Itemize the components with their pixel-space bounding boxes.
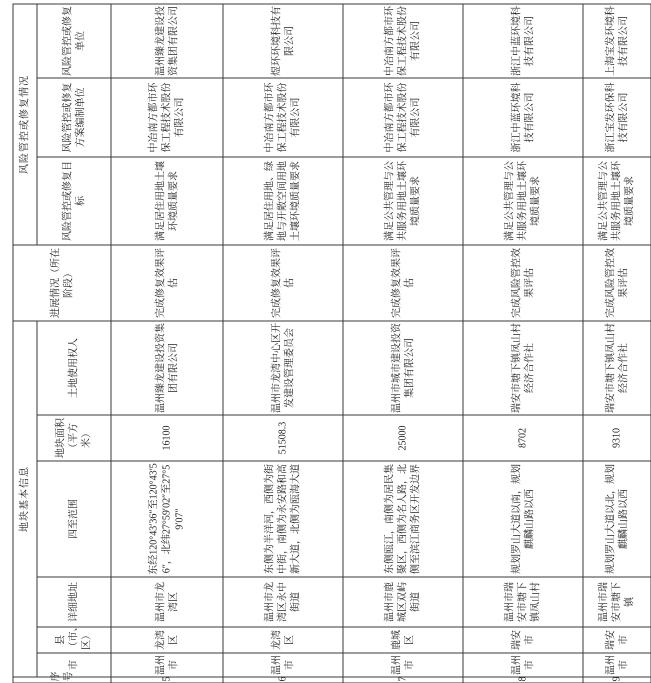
cell-plan-unit: 中冶南方都市环保工程技术股份有限公司 (343, 78, 463, 157)
cell-city: 温州市 (583, 653, 651, 677)
cell-county: 鹿城区 (343, 627, 463, 653)
table-row (463, 4, 583, 683)
cell-area: 16100 (111, 415, 223, 461)
cell-progress: 完成修复效果评估 (223, 245, 343, 321)
cell-area: 51508.3 (223, 415, 343, 461)
sub-header-row (37, 4, 111, 683)
header-address: 详细地址 (37, 577, 111, 627)
cell-plan-unit: 中冶南方都市环保工程技术股份有限公司 (223, 78, 343, 157)
land-parcel-table (12, 3, 651, 683)
cell-area: 25000 (343, 415, 463, 461)
cell-progress: 完成风险管控效果评估 (583, 245, 651, 321)
table-row (343, 4, 463, 683)
cell-county: 瑞安市 (463, 627, 583, 653)
header-county: 县（市、区） (37, 627, 111, 653)
cell-index: 9 (583, 677, 651, 683)
cell-plan-unit: 中冶南方都市环保工程技术股份有限公司 (111, 78, 223, 157)
cell-area: 8702 (463, 415, 583, 461)
header-target: 风险管控或修复目标 (37, 157, 111, 245)
cell-boundaries: 规划罗山大道以南，规划麒麟山路以西 (463, 461, 583, 577)
cell-target: 满足公共管理与公共服务用地土壤环境质量要求 (343, 157, 463, 245)
cell-address: 温州市龙湾区永中街道 (223, 577, 343, 627)
cell-address: 温州市龙湾区 (111, 577, 223, 627)
header-land-user: 土地使用权人 (37, 321, 111, 415)
table-row (583, 4, 651, 683)
cell-plan-unit: 浙江中蓝环境科技有限公司 (463, 78, 583, 157)
cell-index: 7 (343, 677, 463, 683)
header-boundaries: 四至范围 (37, 461, 111, 577)
cell-remediation-unit: 中冶南方都市环保工程技术股份有限公司 (343, 4, 463, 78)
cell-area: 9310 (583, 415, 651, 461)
group-header-row (13, 4, 37, 683)
cell-county: 瑞安市 (583, 627, 651, 653)
cell-progress: 完成修复效果评估 (343, 245, 463, 321)
cell-county: 龙湾区 (223, 627, 343, 653)
cell-target: 满足公共管理与公共服务用地土壤环境质量要求 (463, 157, 583, 245)
cell-target: 满足公共管理与公共服务用地土壤环境质量要求 (583, 157, 651, 245)
cell-city: 温州市 (343, 653, 463, 677)
cell-land-user: 瑞安市塘下镇凤山村经济合作社 (583, 321, 651, 415)
cell-land-user: 温州市龙湾中心区开发建设管理委员会 (223, 321, 343, 415)
cell-remediation-unit: 温州臻龙建设投资集团有限公司 (111, 4, 223, 78)
cell-land-user: 温州臻龙建设投资集团有限公司 (111, 321, 223, 415)
header-plan-unit: 风险管控或修复方案编制单位 (37, 78, 111, 157)
cell-land-user: 温州市城市建设投资集团有限公司 (343, 321, 463, 415)
cell-city: 温州市 (111, 653, 223, 677)
cell-index: 5 (111, 677, 223, 683)
cell-boundaries: 东侧为半洋河，西侧为街中街，南侧为永安路和高新大道，北侧为瓯海大道 (223, 461, 343, 577)
cell-progress: 完成修复效果评估 (111, 245, 223, 321)
cell-index: 8 (463, 677, 583, 683)
group-basic-info: 地块基本信息 (13, 321, 37, 677)
group-remediation: 风险管控或修复情况 (13, 4, 37, 245)
header-area: 地块面积（平方米） (37, 415, 111, 461)
cell-index: 6 (223, 677, 343, 683)
cell-remediation-unit: 浙江中蓝环境科技有限公司 (463, 4, 583, 78)
cell-address: 温州市瑞安市塘下镇凤山村 (463, 577, 583, 627)
cell-address: 温州市鹿城区双屿街道 (343, 577, 463, 627)
cell-boundaries: 东侧瓯江，南侧为居民集聚区，西侧为名人路，北侧至滨江商务区开发边界 (343, 461, 463, 577)
cell-address: 温州市瑞安市塘下镇 (583, 577, 651, 627)
table-row (223, 4, 343, 683)
header-index: 序号 (13, 677, 111, 683)
header-city: 市 (37, 653, 111, 677)
cell-boundaries: 东经120°43′36″至120°43′56″，北纬27°59′02″至27°59′07″ (111, 461, 223, 577)
cell-target: 满足居住用地、绿地与开敞空间用地土壤环境质量要求 (223, 157, 343, 245)
cell-target: 满足居住用地土壤环境质量要求 (111, 157, 223, 245)
header-remediation-unit: 风险管控或修复单位 (37, 4, 111, 78)
cell-plan-unit: 浙江宝发环保科技有限公司 (583, 78, 651, 157)
header-progress: 进展情况（所在阶段） (13, 245, 111, 321)
cell-county: 龙湾区 (111, 627, 223, 653)
cell-city: 温州市 (463, 653, 583, 677)
cell-progress: 完成风险管控效果评估 (463, 245, 583, 321)
cell-boundaries: 规划罗山大道以北，规划麒麟山路以西 (583, 461, 651, 577)
cell-city: 温州市 (223, 653, 343, 677)
cell-remediation-unit: 煜环环境科技有限公司 (223, 4, 343, 78)
table-row (111, 4, 223, 683)
cell-land-user: 瑞安市塘下镇凤山村经济合作社 (463, 321, 583, 415)
cell-remediation-unit: 上海宝发环境科技有限公司 (583, 4, 651, 78)
rotated-table-container (12, 4, 650, 683)
